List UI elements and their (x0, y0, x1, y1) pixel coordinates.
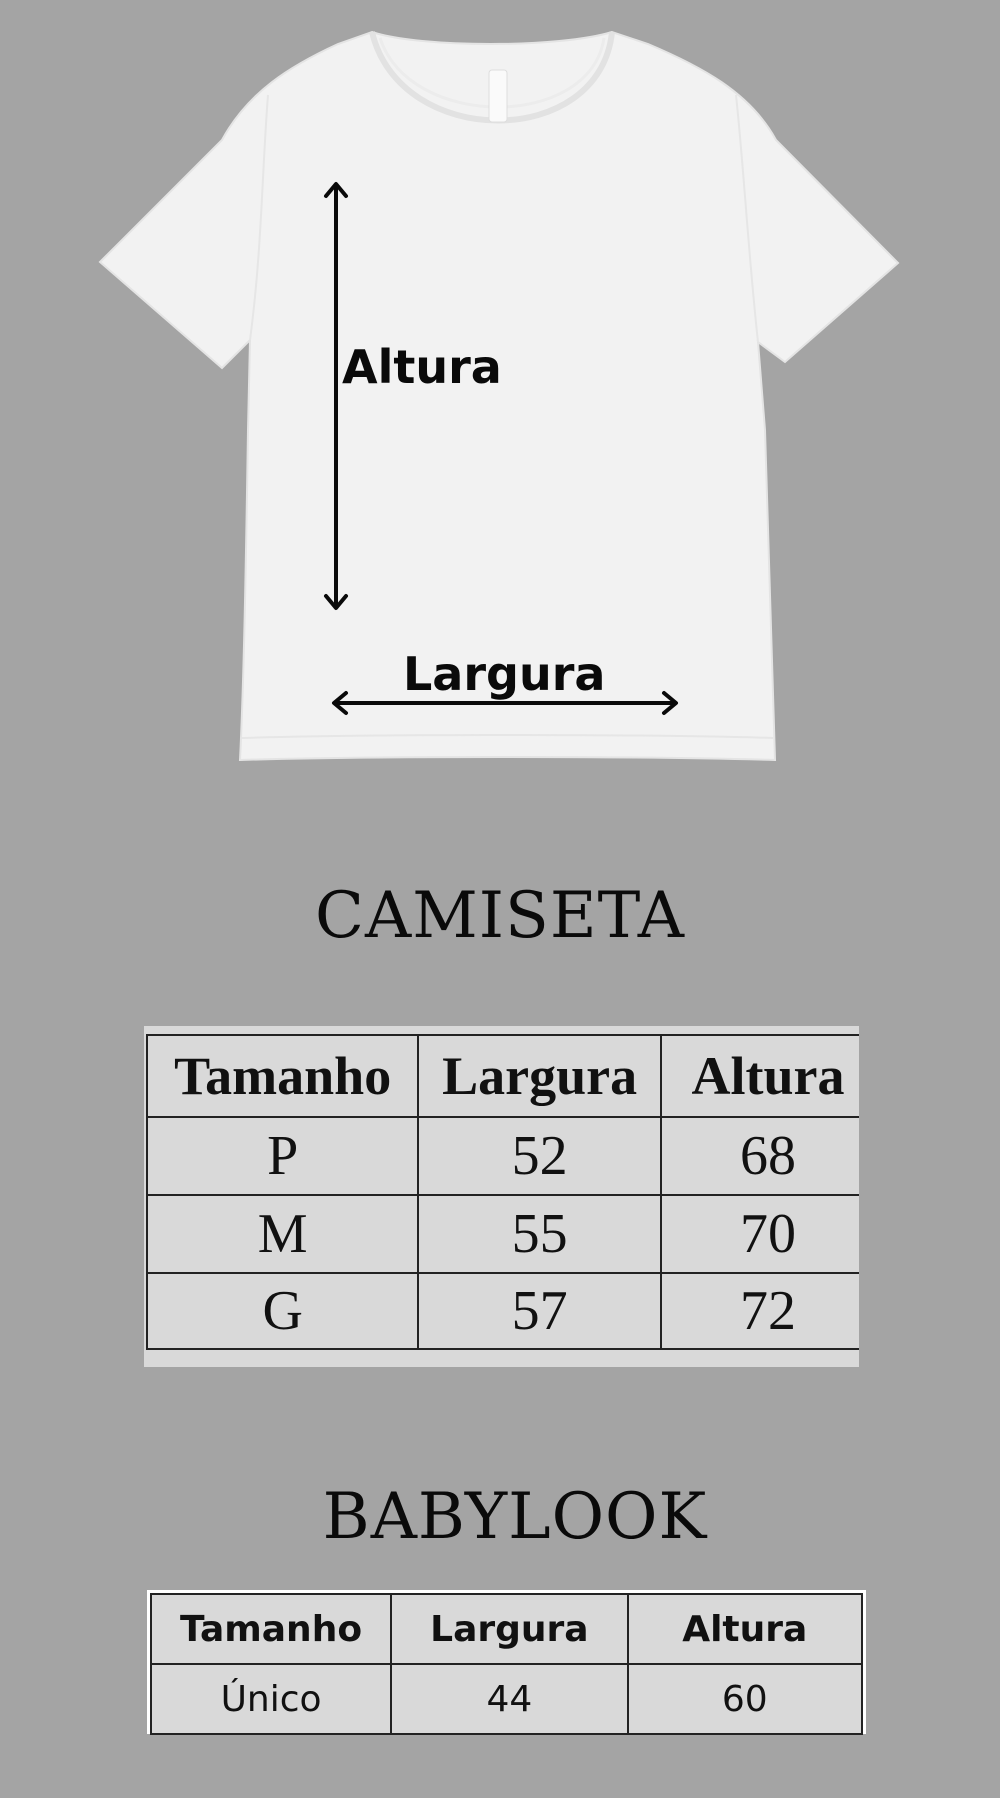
table-row (147, 1273, 859, 1349)
cell-size: P (147, 1117, 418, 1195)
header-size: Tamanho (147, 1035, 418, 1117)
header-size: Tamanho (151, 1594, 391, 1664)
table-row (147, 1117, 859, 1195)
camiseta-title: CAMISETA (315, 879, 685, 953)
babylook-size-table (147, 1590, 866, 1734)
cell-size: Único (151, 1664, 391, 1734)
tshirt-tag (489, 70, 507, 122)
header-height: Altura (661, 1035, 859, 1117)
tshirt-illustration (0, 0, 1000, 780)
header-height: Altura (628, 1594, 862, 1664)
table-row (151, 1664, 862, 1734)
babylook-grid (150, 1593, 863, 1735)
camiseta-grid (146, 1034, 859, 1350)
cell-height: 60 (628, 1664, 862, 1734)
table-row (147, 1195, 859, 1273)
table-header-row (151, 1594, 862, 1664)
header-width: Largura (391, 1594, 627, 1664)
camiseta-size-table (144, 1026, 859, 1367)
height-label: Altura (342, 340, 502, 394)
cell-width: 55 (418, 1195, 661, 1273)
width-label: Largura (403, 647, 606, 701)
cell-height: 70 (661, 1195, 859, 1273)
cell-width: 52 (418, 1117, 661, 1195)
header-width: Largura (418, 1035, 661, 1117)
table-header-row (147, 1035, 859, 1117)
cell-size: G (147, 1273, 418, 1349)
cell-width: 44 (391, 1664, 627, 1734)
cell-height: 68 (661, 1117, 859, 1195)
cell-width: 57 (418, 1273, 661, 1349)
cell-height: 72 (661, 1273, 859, 1349)
babylook-title: BABYLOOK (322, 1480, 708, 1554)
cell-size: M (147, 1195, 418, 1273)
